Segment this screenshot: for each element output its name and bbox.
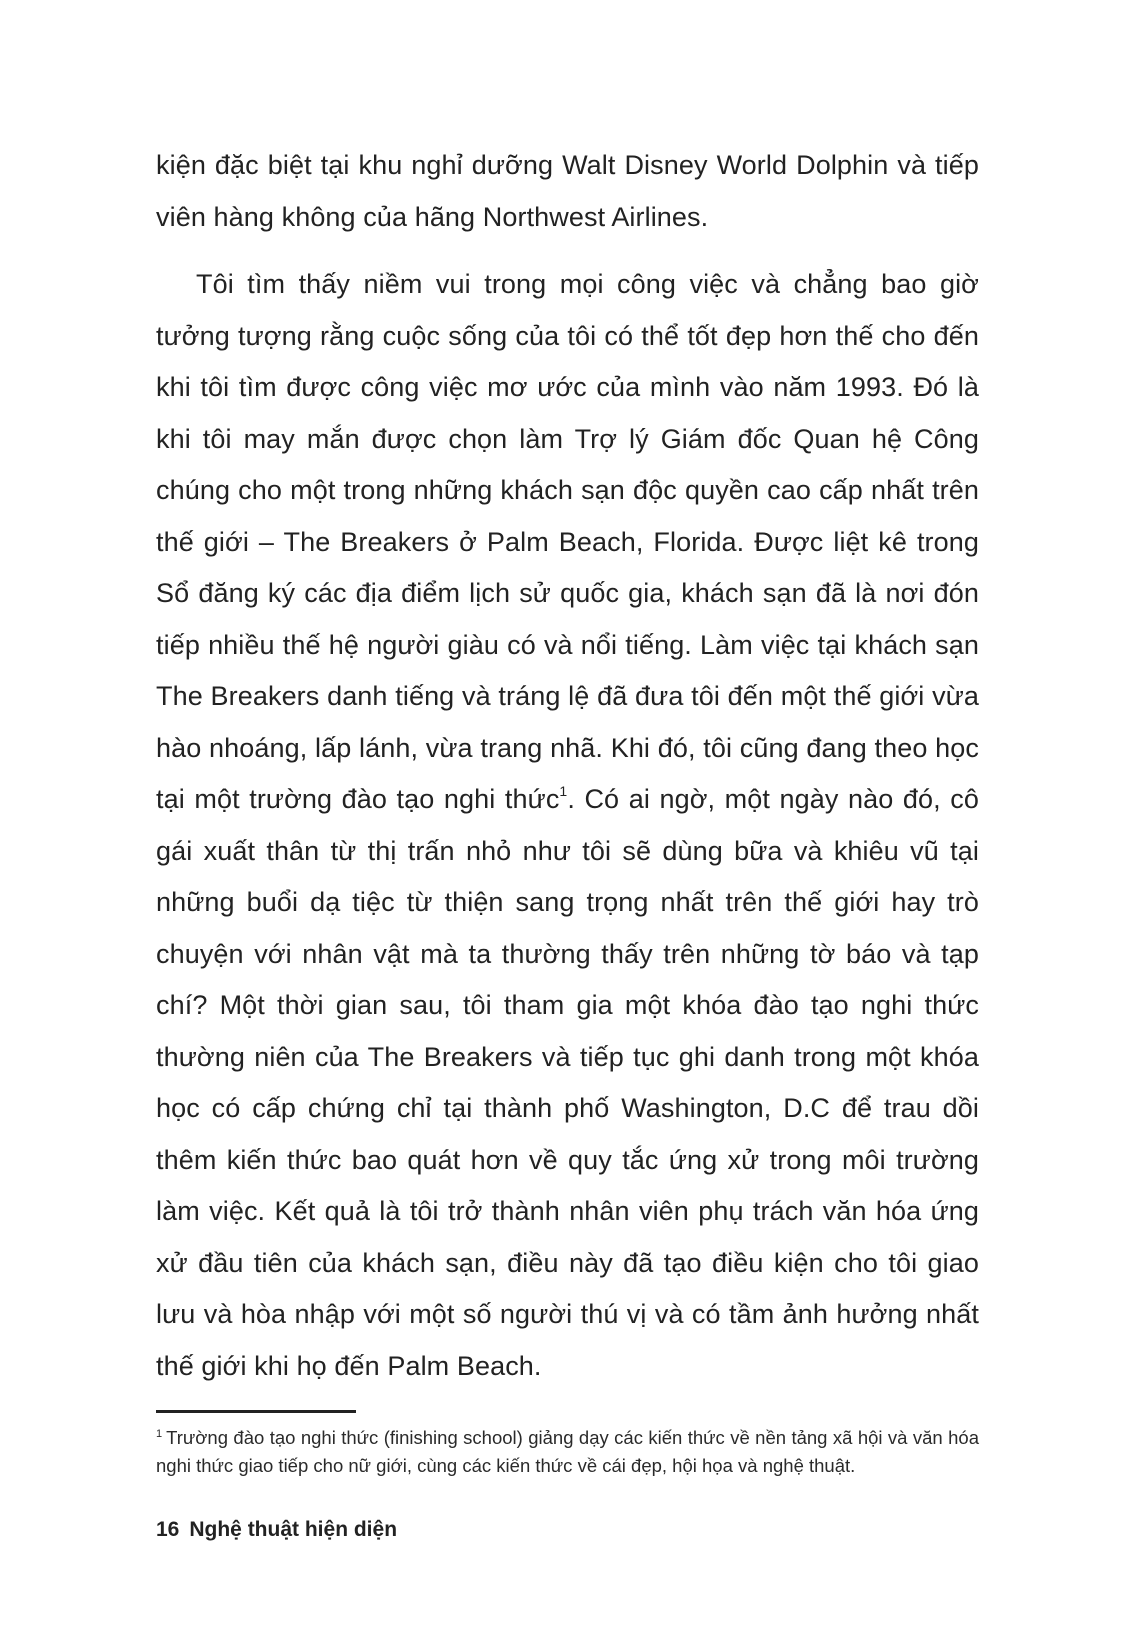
footnote-reference: 1 xyxy=(559,783,568,799)
footnote-divider xyxy=(156,1410,356,1413)
page-footer xyxy=(156,1518,397,1542)
footnote-mark: 1 xyxy=(156,1427,163,1440)
paragraph-main-text-before-ref: Tôi tìm thấy niềm vui trong mọi công việc và chẳng bao giờ tưởng tượng rằng cuộc sống của tôi có thể tốt đẹp hơn thế cho đến khi tôi tìm được công việc mơ ước của mình vào năm 1993. Đó là khi tôi may mắn được chọn làm Trợ lý Giám đốc Quan hệ Công chúng cho một trong những khách sạn độc quyền cao cấp nhất trên thế giới – The Breakers ở Palm Beach, Florida. Được liệt kê trong Sổ đăng ký các địa điểm lịch sử quốc gia, khách sạn đã là nơi đón tiếp nhiều thế hệ người giàu có và nổi tiếng. Làm việc tại khách sạn The Breakers danh tiếng và tráng lệ đã đưa tôi đến một thế giới vừa hào nhoáng, lấp lánh, vừa trang nhã. Khi đó, tôi cũng đang theo học tại một trường đào tạo nghi thức xyxy=(156,269,979,814)
paragraph-main xyxy=(156,259,979,1392)
paragraph-continuation: kiện đặc biệt tại khu nghỉ dưỡng Walt Disney World Dolphin và tiếp viên hàng không của hãng Northwest Airlines. xyxy=(156,150,979,232)
footnote xyxy=(156,1424,979,1480)
body-text xyxy=(156,140,979,1392)
running-book-title: Nghệ thuật hiện diện xyxy=(189,1518,398,1541)
paragraph-main-text-after-ref: . Có ai ngờ, một ngày nào đó, cô gái xuất thân từ thị trấn nhỏ như tôi sẽ dùng bữa và khiêu vũ tại những buổi dạ tiệc từ thiện sang trọng nhất trên thế giới hay trò chuyện với nhân vật mà ta thường thấy trên những tờ báo và tạp chí? Một thời gian sau, tôi tham gia một khóa đào tạo nghi thức thường niên của The Breakers và tiếp tục ghi danh trong một khóa học có cấp chứng chỉ tại thành phố Washington, D.C để trau dồi thêm kiến thức bao quát hơn về quy tắc ứng xử trong môi trường làm việc. Kết quả là tôi trở thành nhân viên phụ trách văn hóa ứng xử đầu tiên của khách sạn, điều này đã tạo điều kiện cho tôi giao lưu và hòa nhập với một số người thú vị và có tầm ảnh hưởng nhất thế giới khi họ đến Palm Beach. xyxy=(156,784,979,1381)
page-number: 16 xyxy=(156,1518,180,1541)
footnote-text: Trường đào tạo nghi thức (finishing school) giảng dạy các kiến thức về nền tảng xã hội và văn hóa nghi thức giao tiếp cho nữ giới, cùng các kiến thức về cái đẹp, hội họa và nghệ thuật. xyxy=(156,1427,979,1476)
